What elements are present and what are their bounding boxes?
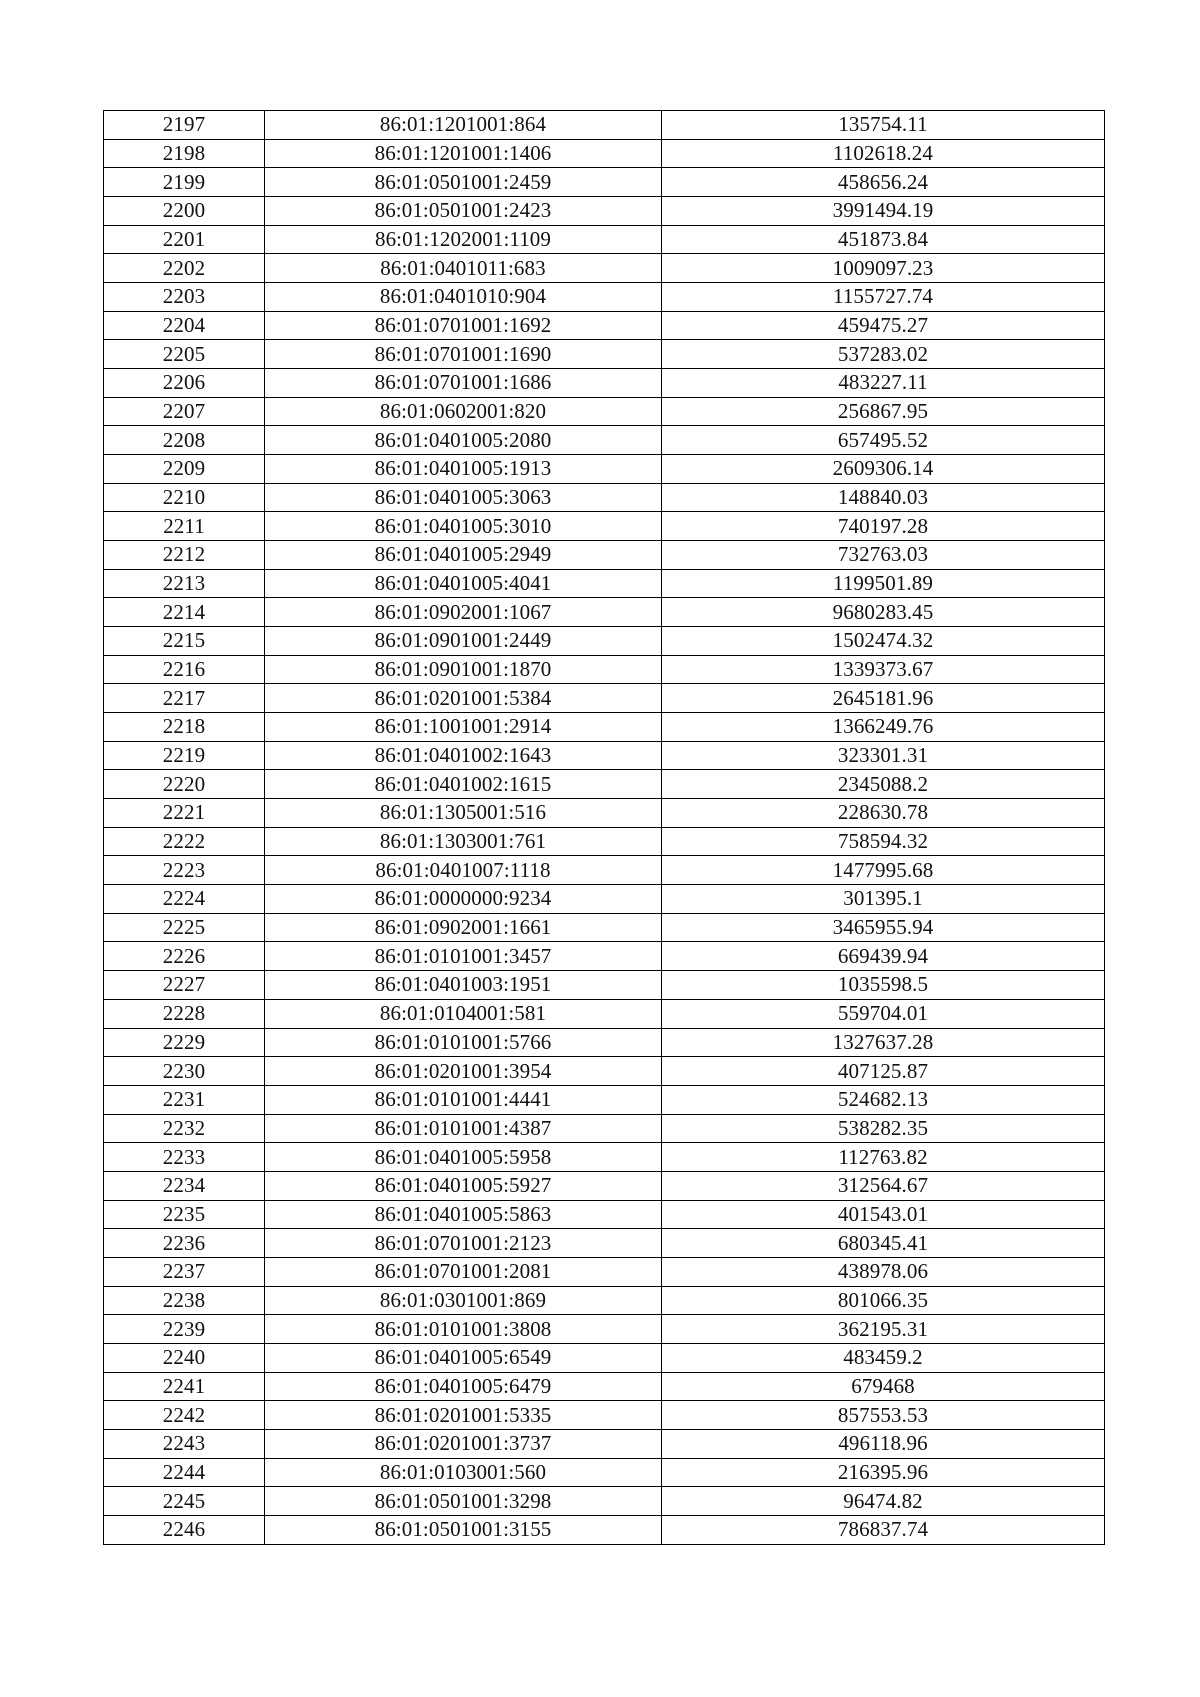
cadastral-value-cell: 680345.41 bbox=[662, 1229, 1105, 1258]
cadastral-value-cell: 1035598.5 bbox=[662, 971, 1105, 1000]
cadastral-value-cell: 256867.95 bbox=[662, 397, 1105, 426]
row-number-cell: 2218 bbox=[104, 713, 265, 742]
row-number-cell: 2242 bbox=[104, 1401, 265, 1430]
row-number-cell: 2198 bbox=[104, 139, 265, 168]
table-row bbox=[104, 311, 1105, 340]
cadastral-value-cell: 1199501.89 bbox=[662, 569, 1105, 598]
table-row bbox=[104, 971, 1105, 1000]
row-number-cell: 2224 bbox=[104, 885, 265, 914]
cadastral-number-cell: 86:01:0401005:3010 bbox=[265, 512, 662, 541]
cadastral-number-cell: 86:01:0401005:1913 bbox=[265, 455, 662, 484]
cadastral-number-cell: 86:01:0701001:1692 bbox=[265, 311, 662, 340]
row-number-cell: 2245 bbox=[104, 1487, 265, 1516]
row-number-cell: 2233 bbox=[104, 1143, 265, 1172]
table-row bbox=[104, 168, 1105, 197]
cadastral-number-cell: 86:01:1201001:1406 bbox=[265, 139, 662, 168]
table-row bbox=[104, 770, 1105, 799]
cadastral-number-cell: 86:01:0901001:2449 bbox=[265, 627, 662, 656]
table-row bbox=[104, 1401, 1105, 1430]
cadastral-value-cell: 669439.94 bbox=[662, 942, 1105, 971]
cadastral-number-cell: 86:01:0401005:3063 bbox=[265, 483, 662, 512]
cadastral-number-cell: 86:01:0201001:5384 bbox=[265, 684, 662, 713]
table-row bbox=[104, 942, 1105, 971]
table-row bbox=[104, 483, 1105, 512]
table-row bbox=[104, 885, 1105, 914]
table-row bbox=[104, 684, 1105, 713]
cadastral-number-cell: 86:01:0602001:820 bbox=[265, 397, 662, 426]
row-number-cell: 2223 bbox=[104, 856, 265, 885]
table-row bbox=[104, 1229, 1105, 1258]
table-row bbox=[104, 1257, 1105, 1286]
cadastral-number-cell: 86:01:0701001:1686 bbox=[265, 369, 662, 398]
table-row bbox=[104, 254, 1105, 283]
cadastral-number-cell: 86:01:0401005:5958 bbox=[265, 1143, 662, 1172]
table-row bbox=[104, 1143, 1105, 1172]
row-number-cell: 2204 bbox=[104, 311, 265, 340]
cadastral-number-cell: 86:01:0401007:1118 bbox=[265, 856, 662, 885]
table-row bbox=[104, 999, 1105, 1028]
table-row bbox=[104, 283, 1105, 312]
cadastral-number-cell: 86:01:0101001:3808 bbox=[265, 1315, 662, 1344]
cadastral-value-cell: 732763.03 bbox=[662, 541, 1105, 570]
cadastral-number-cell: 86:01:0902001:1661 bbox=[265, 913, 662, 942]
cadastral-value-cell: 496118.96 bbox=[662, 1429, 1105, 1458]
cadastral-number-cell: 86:01:0401003:1951 bbox=[265, 971, 662, 1000]
row-number-cell: 2237 bbox=[104, 1257, 265, 1286]
cadastral-number-cell: 86:01:0103001:560 bbox=[265, 1458, 662, 1487]
row-number-cell: 2199 bbox=[104, 168, 265, 197]
cadastral-number-cell: 86:01:1305001:516 bbox=[265, 799, 662, 828]
table-row bbox=[104, 197, 1105, 226]
cadastral-number-cell: 86:01:0401005:2949 bbox=[265, 541, 662, 570]
cadastral-value-cell: 2609306.14 bbox=[662, 455, 1105, 484]
row-number-cell: 2246 bbox=[104, 1515, 265, 1544]
row-number-cell: 2213 bbox=[104, 569, 265, 598]
row-number-cell: 2212 bbox=[104, 541, 265, 570]
cadastral-value-cell: 538282.35 bbox=[662, 1114, 1105, 1143]
table-row bbox=[104, 598, 1105, 627]
row-number-cell: 2215 bbox=[104, 627, 265, 656]
cadastral-number-cell: 86:01:0501001:3155 bbox=[265, 1515, 662, 1544]
row-number-cell: 2240 bbox=[104, 1343, 265, 1372]
table-row bbox=[104, 1458, 1105, 1487]
row-number-cell: 2202 bbox=[104, 254, 265, 283]
table-row bbox=[104, 655, 1105, 684]
row-number-cell: 2221 bbox=[104, 799, 265, 828]
cadastral-value-cell: 559704.01 bbox=[662, 999, 1105, 1028]
cadastral-value-cell: 758594.32 bbox=[662, 827, 1105, 856]
cadastral-number-cell: 86:01:0401002:1615 bbox=[265, 770, 662, 799]
row-number-cell: 2209 bbox=[104, 455, 265, 484]
table-row bbox=[104, 111, 1105, 140]
cadastral-number-cell: 86:01:0901001:1870 bbox=[265, 655, 662, 684]
cadastral-value-cell: 1502474.32 bbox=[662, 627, 1105, 656]
table-row bbox=[104, 340, 1105, 369]
cadastral-value-cell: 657495.52 bbox=[662, 426, 1105, 455]
cadastral-value-cell: 857553.53 bbox=[662, 1401, 1105, 1430]
cadastral-value-cell: 537283.02 bbox=[662, 340, 1105, 369]
cadastral-value-cell: 483227.11 bbox=[662, 369, 1105, 398]
table-row bbox=[104, 1114, 1105, 1143]
row-number-cell: 2214 bbox=[104, 598, 265, 627]
cadastral-value-cell: 459475.27 bbox=[662, 311, 1105, 340]
cadastral-value-cell: 323301.31 bbox=[662, 741, 1105, 770]
cadastral-value-cell: 228630.78 bbox=[662, 799, 1105, 828]
cadastral-value-cell: 801066.35 bbox=[662, 1286, 1105, 1315]
cadastral-number-cell: 86:01:0401005:2080 bbox=[265, 426, 662, 455]
cadastral-value-cell: 407125.87 bbox=[662, 1057, 1105, 1086]
cadastral-value-cell: 96474.82 bbox=[662, 1487, 1105, 1516]
cadastral-number-cell: 86:01:0401005:4041 bbox=[265, 569, 662, 598]
table-row bbox=[104, 1085, 1105, 1114]
row-number-cell: 2206 bbox=[104, 369, 265, 398]
cadastral-value-cell: 3991494.19 bbox=[662, 197, 1105, 226]
row-number-cell: 2219 bbox=[104, 741, 265, 770]
cadastral-value-cell: 112763.82 bbox=[662, 1143, 1105, 1172]
cadastral-value-cell: 148840.03 bbox=[662, 483, 1105, 512]
cadastral-number-cell: 86:01:0201001:3954 bbox=[265, 1057, 662, 1086]
table-row bbox=[104, 1372, 1105, 1401]
row-number-cell: 2197 bbox=[104, 111, 265, 140]
cadastral-number-cell: 86:01:0401005:6479 bbox=[265, 1372, 662, 1401]
cadastral-number-cell: 86:01:1001001:2914 bbox=[265, 713, 662, 742]
table-row bbox=[104, 1429, 1105, 1458]
cadastral-value-cell: 2645181.96 bbox=[662, 684, 1105, 713]
table-row bbox=[104, 455, 1105, 484]
cadastral-number-cell: 86:01:0501001:3298 bbox=[265, 1487, 662, 1516]
row-number-cell: 2216 bbox=[104, 655, 265, 684]
row-number-cell: 2201 bbox=[104, 225, 265, 254]
cadastral-value-cell: 301395.1 bbox=[662, 885, 1105, 914]
table-row bbox=[104, 1343, 1105, 1372]
cadastral-value-cell: 1102618.24 bbox=[662, 139, 1105, 168]
cadastral-value-cell: 1339373.67 bbox=[662, 655, 1105, 684]
row-number-cell: 2217 bbox=[104, 684, 265, 713]
cadastral-value-cell: 786837.74 bbox=[662, 1515, 1105, 1544]
cadastral-value-cell: 401543.01 bbox=[662, 1200, 1105, 1229]
table-row bbox=[104, 856, 1105, 885]
cadastral-value-cell: 312564.67 bbox=[662, 1171, 1105, 1200]
row-number-cell: 2234 bbox=[104, 1171, 265, 1200]
cadastral-value-cell: 1477995.68 bbox=[662, 856, 1105, 885]
cadastral-number-cell: 86:01:0501001:2459 bbox=[265, 168, 662, 197]
row-number-cell: 2243 bbox=[104, 1429, 265, 1458]
cadastral-number-cell: 86:01:0401005:5927 bbox=[265, 1171, 662, 1200]
cadastral-value-cell: 740197.28 bbox=[662, 512, 1105, 541]
row-number-cell: 2235 bbox=[104, 1200, 265, 1229]
cadastral-number-cell: 86:01:0701001:1690 bbox=[265, 340, 662, 369]
row-number-cell: 2227 bbox=[104, 971, 265, 1000]
table-row bbox=[104, 741, 1105, 770]
cadastral-value-cell: 1327637.28 bbox=[662, 1028, 1105, 1057]
cadastral-number-cell: 86:01:1201001:864 bbox=[265, 111, 662, 140]
row-number-cell: 2220 bbox=[104, 770, 265, 799]
cadastral-number-cell: 86:01:0401010:904 bbox=[265, 283, 662, 312]
cadastral-value-cell: 9680283.45 bbox=[662, 598, 1105, 627]
table-row bbox=[104, 627, 1105, 656]
cadastral-number-cell: 86:01:1303001:761 bbox=[265, 827, 662, 856]
table-row bbox=[104, 1028, 1105, 1057]
table-row bbox=[104, 139, 1105, 168]
table-row bbox=[104, 799, 1105, 828]
cadastral-value-cell: 679468 bbox=[662, 1372, 1105, 1401]
cadastral-number-cell: 86:01:0101001:3457 bbox=[265, 942, 662, 971]
cadastral-value-cell: 451873.84 bbox=[662, 225, 1105, 254]
cadastral-number-cell: 86:01:0101001:4441 bbox=[265, 1085, 662, 1114]
cadastral-number-cell: 86:01:0000000:9234 bbox=[265, 885, 662, 914]
row-number-cell: 2238 bbox=[104, 1286, 265, 1315]
cadastral-number-cell: 86:01:0401005:5863 bbox=[265, 1200, 662, 1229]
row-number-cell: 2244 bbox=[104, 1458, 265, 1487]
row-number-cell: 2222 bbox=[104, 827, 265, 856]
row-number-cell: 2210 bbox=[104, 483, 265, 512]
table-row bbox=[104, 426, 1105, 455]
table-row bbox=[104, 512, 1105, 541]
table-row bbox=[104, 1200, 1105, 1229]
table-row bbox=[104, 913, 1105, 942]
table-row bbox=[104, 569, 1105, 598]
cadastral-number-cell: 86:01:0501001:2423 bbox=[265, 197, 662, 226]
cadastral-number-cell: 86:01:0301001:869 bbox=[265, 1286, 662, 1315]
cadastral-value-cell: 438978.06 bbox=[662, 1257, 1105, 1286]
row-number-cell: 2208 bbox=[104, 426, 265, 455]
table-row bbox=[104, 1315, 1105, 1344]
cadastral-value-cell: 362195.31 bbox=[662, 1315, 1105, 1344]
row-number-cell: 2211 bbox=[104, 512, 265, 541]
table-row bbox=[104, 397, 1105, 426]
cadastral-value-cell: 1155727.74 bbox=[662, 283, 1105, 312]
cadastral-value-cell: 135754.11 bbox=[662, 111, 1105, 140]
row-number-cell: 2203 bbox=[104, 283, 265, 312]
table-row bbox=[104, 1515, 1105, 1544]
cadastral-value-table bbox=[103, 110, 1105, 1545]
cadastral-value-cell: 3465955.94 bbox=[662, 913, 1105, 942]
cadastral-value-cell: 1009097.23 bbox=[662, 254, 1105, 283]
row-number-cell: 2236 bbox=[104, 1229, 265, 1258]
cadastral-value-cell: 458656.24 bbox=[662, 168, 1105, 197]
cadastral-number-cell: 86:01:0101001:5766 bbox=[265, 1028, 662, 1057]
cadastral-value-cell: 524682.13 bbox=[662, 1085, 1105, 1114]
row-number-cell: 2228 bbox=[104, 999, 265, 1028]
row-number-cell: 2226 bbox=[104, 942, 265, 971]
cadastral-number-cell: 86:01:0201001:5335 bbox=[265, 1401, 662, 1430]
table-row bbox=[104, 225, 1105, 254]
table-row bbox=[104, 1487, 1105, 1516]
table-row bbox=[104, 369, 1105, 398]
table-row bbox=[104, 713, 1105, 742]
cadastral-number-cell: 86:01:0401002:1643 bbox=[265, 741, 662, 770]
row-number-cell: 2229 bbox=[104, 1028, 265, 1057]
row-number-cell: 2200 bbox=[104, 197, 265, 226]
cadastral-number-cell: 86:01:0701001:2123 bbox=[265, 1229, 662, 1258]
cadastral-number-cell: 86:01:0401005:6549 bbox=[265, 1343, 662, 1372]
row-number-cell: 2231 bbox=[104, 1085, 265, 1114]
table-body bbox=[104, 111, 1105, 1545]
cadastral-value-cell: 483459.2 bbox=[662, 1343, 1105, 1372]
row-number-cell: 2225 bbox=[104, 913, 265, 942]
table-row bbox=[104, 827, 1105, 856]
row-number-cell: 2230 bbox=[104, 1057, 265, 1086]
row-number-cell: 2239 bbox=[104, 1315, 265, 1344]
cadastral-number-cell: 86:01:0701001:2081 bbox=[265, 1257, 662, 1286]
table-row bbox=[104, 541, 1105, 570]
cadastral-number-cell: 86:01:1202001:1109 bbox=[265, 225, 662, 254]
cadastral-value-cell: 216395.96 bbox=[662, 1458, 1105, 1487]
cadastral-value-cell: 2345088.2 bbox=[662, 770, 1105, 799]
cadastral-number-cell: 86:01:0201001:3737 bbox=[265, 1429, 662, 1458]
cadastral-number-cell: 86:01:0401011:683 bbox=[265, 254, 662, 283]
row-number-cell: 2232 bbox=[104, 1114, 265, 1143]
row-number-cell: 2241 bbox=[104, 1372, 265, 1401]
row-number-cell: 2207 bbox=[104, 397, 265, 426]
cadastral-number-cell: 86:01:0104001:581 bbox=[265, 999, 662, 1028]
table-row bbox=[104, 1171, 1105, 1200]
cadastral-value-cell: 1366249.76 bbox=[662, 713, 1105, 742]
cadastral-number-cell: 86:01:0101001:4387 bbox=[265, 1114, 662, 1143]
table-row bbox=[104, 1286, 1105, 1315]
row-number-cell: 2205 bbox=[104, 340, 265, 369]
cadastral-number-cell: 86:01:0902001:1067 bbox=[265, 598, 662, 627]
table-row bbox=[104, 1057, 1105, 1086]
